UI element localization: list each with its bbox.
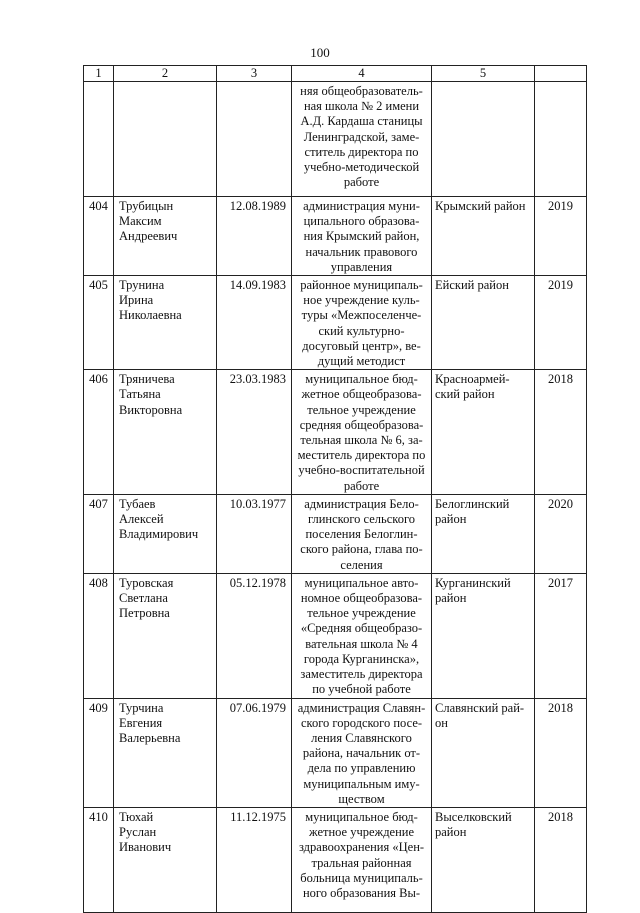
person-name-line: Викторовна [119, 402, 183, 417]
row-number: 407 [84, 494, 114, 573]
birth-date: 05.12.1978 [217, 573, 292, 698]
region [432, 82, 535, 197]
organization-position [292, 494, 432, 573]
organization-position-line: по учебной работе [312, 682, 411, 697]
birth-date [217, 82, 292, 197]
region [432, 494, 535, 573]
birth-date: 12.08.1989 [217, 197, 292, 276]
region-line: Белоглинский [435, 496, 510, 511]
region [432, 698, 535, 807]
birth-date: 07.06.1979 [217, 698, 292, 807]
organization-position-line: администрация муни- [303, 199, 420, 213]
person-name-line: Ирина [119, 293, 154, 308]
row-number: 409 [84, 698, 114, 807]
row-number [84, 82, 114, 197]
header-col-5: 5 [432, 66, 535, 82]
header-col-1: 1 [84, 66, 114, 82]
organization-position-line: тельное учреждение [307, 402, 416, 417]
organization-position-line: ное учреждение куль- [303, 293, 420, 308]
person-name-line: Трубицын [119, 199, 174, 213]
organization-position-line: вательная школа № 4 [305, 636, 418, 651]
organization-position-line: ния Крымский район, [303, 229, 420, 244]
birth-date: 14.09.1983 [217, 276, 292, 370]
organization-position [292, 276, 432, 370]
table-row [84, 370, 587, 495]
organization-position-line: ципального образова- [303, 214, 420, 229]
organization-position-line: тельная школа № 6, за- [300, 433, 423, 448]
organization-position-line: селения [340, 557, 383, 572]
person-name-line: Татьяна [119, 387, 161, 402]
header-col-3: 3 [217, 66, 292, 82]
person-name-line: Туровская [119, 575, 174, 590]
region-line: ский район [435, 387, 495, 402]
organization-position-line: ления Славянского [311, 730, 412, 745]
organization-position-line: администрация Бело- [304, 496, 419, 511]
organization-position [292, 370, 432, 495]
person-name-line: Трунина [119, 278, 165, 293]
header-col-4: 4 [292, 66, 432, 82]
year: 2018 [535, 698, 587, 807]
region-line: Красноармей- [435, 372, 510, 387]
organization-position-line: «Средняя общеобразо- [300, 621, 423, 636]
row-number: 405 [84, 276, 114, 370]
region-line: Славянский рай- [435, 700, 525, 715]
organization-position-line: муниципальное бюд- [305, 372, 418, 387]
year: 2019 [535, 197, 587, 276]
person-name-line: Турчина [119, 700, 164, 715]
row-number: 410 [84, 807, 114, 912]
organization-position-line: туры «Межпоселенче- [301, 308, 422, 323]
row-number: 404 [84, 197, 114, 276]
organization-position-line: тельное учреждение [307, 606, 416, 621]
organization-position-line: ного образования Вы- [302, 885, 421, 900]
person-name [114, 807, 217, 912]
organization-position-line: ститель директора по [304, 144, 419, 159]
organization-position-line: дущий методист [317, 354, 406, 369]
organization-position-line: ского района, глава по- [300, 542, 423, 557]
organization-position-line: Ленинградской, заме- [303, 129, 420, 144]
person-name-line: Светлана [119, 591, 168, 606]
organization-position-line: учебно-методической [303, 160, 420, 175]
organization-position [292, 698, 432, 807]
organization-position-line: меститель директора по [297, 448, 426, 463]
table-row [84, 494, 587, 573]
organization-position [292, 807, 432, 912]
birth-date: 11.12.1975 [217, 807, 292, 912]
organization-position-line: муниципальным иму- [303, 776, 420, 791]
organization-position-line: жетное общеобразова- [301, 387, 422, 402]
organization-position-line: муниципальное бюд- [305, 809, 418, 824]
row-number: 406 [84, 370, 114, 495]
header-col-2: 2 [114, 66, 217, 82]
organization-position-line: района, начальник от- [302, 746, 421, 761]
organization-position-line: няя общеобразователь- [300, 84, 423, 98]
person-name-line: Руслан [119, 825, 157, 840]
page-number: 100 [310, 45, 330, 60]
registry-table [83, 65, 587, 913]
organization-position-line: номное общеобразова- [300, 591, 423, 606]
organization-position [292, 197, 432, 276]
organization-position-line: жетное учреждение [308, 825, 415, 840]
person-name-line: Петровна [119, 606, 170, 621]
person-name-line: Тюхай [119, 809, 154, 824]
region [432, 276, 535, 370]
organization-position-line: заместитель директора [300, 667, 423, 682]
year: 2018 [535, 370, 587, 495]
organization-position-line: муниципальное авто- [304, 575, 419, 590]
table-row [84, 573, 587, 698]
organization-position-line: работе [343, 175, 380, 190]
organization-position-line: управления [330, 259, 393, 274]
organization-position [292, 573, 432, 698]
year: 2018 [535, 807, 587, 912]
region-line: Курганинский [435, 575, 511, 590]
person-name-line: Владимирович [119, 527, 199, 542]
organization-position-line: города Курганинска», [303, 651, 420, 666]
person-name [114, 276, 217, 370]
region-line: район [435, 591, 467, 606]
person-name [114, 370, 217, 495]
person-name-line: Тряничева [119, 372, 175, 387]
table-row [84, 276, 587, 370]
organization-position-line: районное муниципаль- [300, 278, 423, 293]
region [432, 807, 535, 912]
organization-position-line: учебно-воспитательной [298, 463, 425, 478]
region-line: Выселковский [435, 809, 512, 824]
organization-position-line: средняя общеобразова- [299, 417, 424, 432]
person-name [114, 698, 217, 807]
organization-position-line: дела по управлению [307, 761, 416, 776]
organization-position [292, 82, 432, 197]
region-line: район [435, 825, 467, 840]
region-line: Ейский район [435, 278, 509, 293]
organization-position-line: начальник правового [305, 244, 418, 259]
person-name [114, 82, 217, 197]
organization-position-line: администрация Славян- [297, 700, 426, 715]
organization-position-line: А.Д. Кардаша станицы [300, 114, 423, 129]
person-name-line: Иванович [119, 840, 172, 855]
table-header-row [84, 66, 587, 82]
organization-position-line: ский культурно- [318, 323, 405, 338]
region-line: район [435, 512, 467, 527]
person-name [114, 197, 217, 276]
table-row [84, 698, 587, 807]
organization-position-line: ная школа № 2 имени [303, 99, 420, 114]
person-name-line: Валерьевна [119, 730, 181, 745]
person-name-line: Андреевич [119, 229, 178, 244]
year [535, 82, 587, 197]
organization-position-line: больница муниципаль- [300, 870, 423, 885]
person-name [114, 573, 217, 698]
region [432, 573, 535, 698]
birth-date: 23.03.1983 [217, 370, 292, 495]
region [432, 197, 535, 276]
table-row [84, 197, 587, 276]
organization-position-line: досуговый центр», ве- [302, 338, 421, 353]
year: 2019 [535, 276, 587, 370]
person-name-line: Николаевна [119, 308, 182, 323]
person-name-line: Евгения [119, 715, 163, 730]
table-row [84, 82, 587, 197]
organization-position-line: поселения Белоглин- [305, 527, 418, 542]
organization-position-line: ществом [338, 791, 385, 806]
person-name-line: Алексей [119, 512, 164, 527]
organization-position-line: ского городского посе- [300, 715, 423, 730]
organization-position-line: работе [343, 478, 380, 493]
region-line: Крымский район [435, 199, 526, 213]
region [432, 370, 535, 495]
table-row [84, 807, 587, 912]
person-name-line: Максим [119, 214, 162, 229]
organization-position-line: тральная районная [311, 855, 412, 870]
row-number: 408 [84, 573, 114, 698]
year: 2020 [535, 494, 587, 573]
person-name [114, 494, 217, 573]
region-line: он [435, 715, 448, 730]
person-name-line: Тубаев [119, 496, 156, 511]
header-col-6 [535, 66, 587, 82]
birth-date: 10.03.1977 [217, 494, 292, 573]
year: 2017 [535, 573, 587, 698]
organization-position-line: глинского сельского [307, 512, 416, 527]
organization-position-line: здравоохранения «Цен- [298, 840, 425, 855]
